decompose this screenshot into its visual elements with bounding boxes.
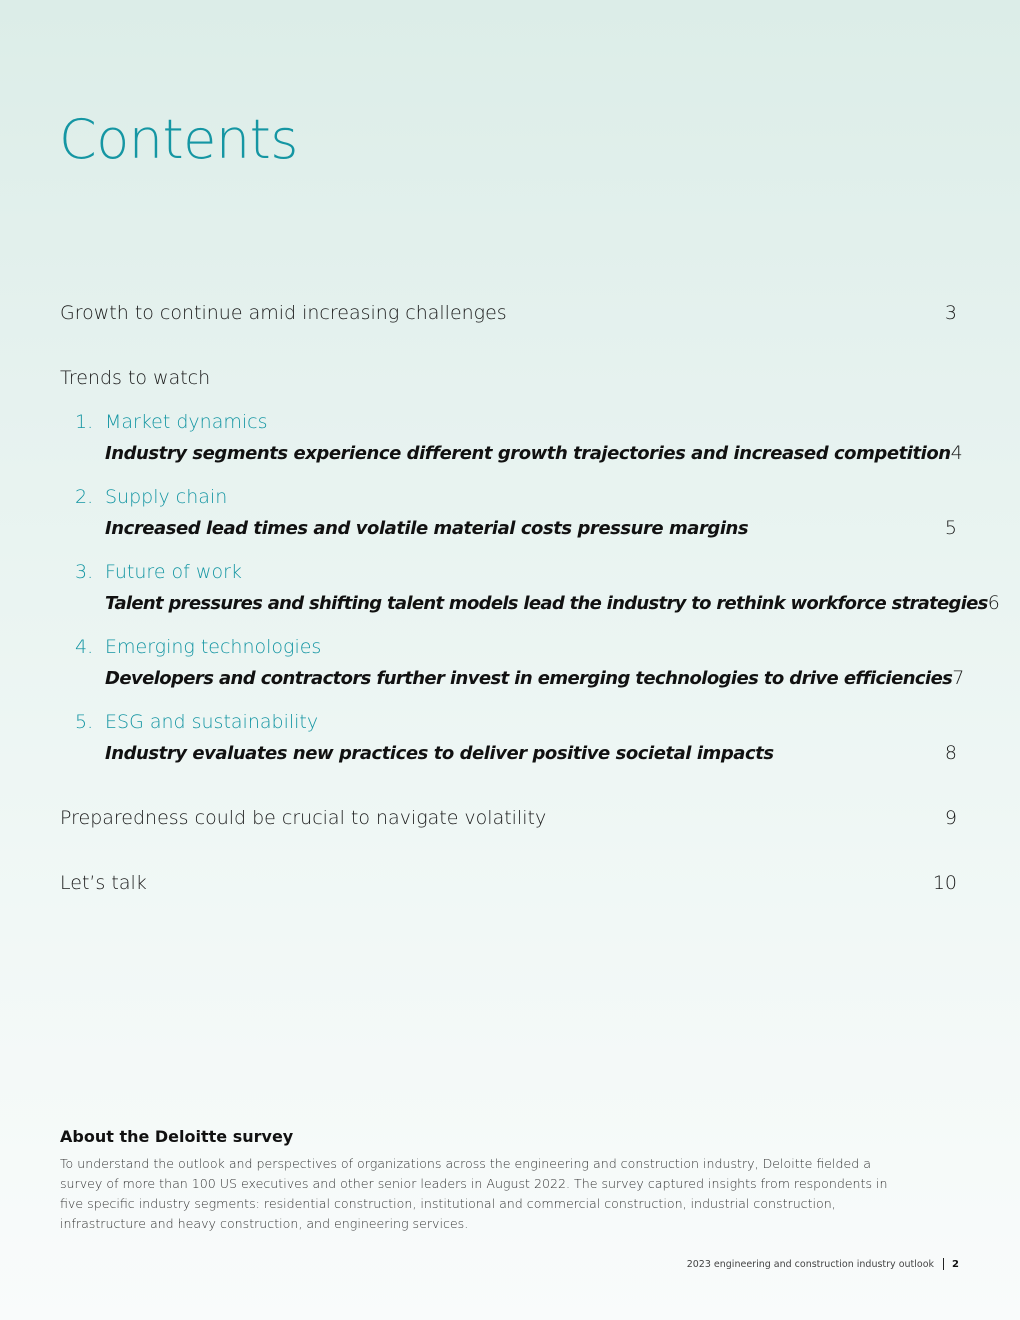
toc-entry-label: Preparedness could be crucial to navigate volatility — [60, 807, 547, 829]
page-footer — [687, 1258, 959, 1270]
about-survey-section — [60, 1127, 900, 1234]
toc-entry-label: Let’s talk — [60, 872, 147, 894]
trend-1-subtitle: Industry segments experience different growth trajectories and increased competition — [105, 443, 951, 464]
toc-page-number: 4 — [950, 442, 963, 464]
trend-4-subtitle: Developers and contractors further invest in emerging technologies to drive efficiencies — [105, 668, 953, 689]
trend-3-subtitle: Talent pressures and shifting talent models lead the industry to rethink workforce strategies — [105, 593, 988, 614]
trend-5-subtitle: Industry evaluates new practices to deliver positive societal impacts — [105, 743, 774, 764]
about-survey-body: To understand the outlook and perspectives of organizations across the engineering and construction industry, Deloitte fielded a survey of more than 100 US executives and other senior leaders in August 2022. The survey captured insights from respondents in five specific industry segments: residential construction, institutional and commercial construction, industrial construction, infrastructure and heavy construction, and engineering services. — [60, 1156, 888, 1231]
trends-heading-label: Trends to watch — [60, 367, 211, 389]
trend-5-title: ESG and sustainability — [105, 711, 319, 733]
trend-2-number: 2. — [75, 486, 94, 508]
trend-3-title-link[interactable] — [75, 561, 242, 583]
toc-page-number: 7 — [952, 667, 965, 689]
footer-publication-title: 2023 engineering and construction industry outlook — [686, 1258, 935, 1270]
trend-4-title: Emerging technologies — [105, 636, 322, 658]
footer-divider — [943, 1258, 944, 1270]
toc-entry-trend-5[interactable] — [105, 742, 957, 764]
page-title: Contents — [59, 108, 298, 171]
toc-page-number: 9 — [944, 807, 957, 829]
trend-3-number: 3. — [75, 561, 94, 583]
trend-1-title-link[interactable] — [75, 411, 267, 433]
trends-heading — [60, 367, 957, 389]
trend-4-number: 4. — [75, 636, 94, 658]
trend-1-number: 1. — [75, 411, 94, 433]
toc-entry-trend-3[interactable] — [105, 592, 1000, 614]
about-survey-title: About the Deloitte survey — [60, 1127, 294, 1146]
toc-entry-label: Growth to continue amid increasing challenges — [60, 302, 507, 324]
trend-2-title-link[interactable] — [75, 486, 227, 508]
toc-entry-intro[interactable] — [60, 302, 957, 324]
toc-entry-trend-4[interactable] — [105, 667, 965, 689]
footer-page-number: 2 — [952, 1258, 959, 1270]
toc-entry-trend-2[interactable] — [105, 517, 957, 539]
toc-entry-trend-1[interactable] — [105, 442, 963, 464]
toc-entry-lets-talk[interactable] — [60, 872, 957, 894]
table-of-contents — [60, 0, 1000, 1320]
toc-page-number: 8 — [944, 742, 957, 764]
toc-entry-preparedness[interactable] — [60, 807, 957, 829]
trend-4-title-link[interactable] — [75, 636, 321, 658]
trend-2-subtitle: Increased lead times and volatile material costs pressure margins — [105, 518, 749, 539]
trend-5-number: 5. — [75, 711, 94, 733]
trend-1-title: Market dynamics — [105, 411, 268, 433]
toc-page-number: 10 — [932, 872, 957, 894]
trend-2-title: Supply chain — [105, 486, 228, 508]
toc-page-number: 5 — [944, 517, 957, 539]
toc-page-number: 3 — [944, 302, 957, 324]
toc-page-number: 6 — [987, 592, 1000, 614]
trend-3-title: Future of work — [105, 561, 242, 583]
trend-5-title-link[interactable] — [75, 711, 318, 733]
